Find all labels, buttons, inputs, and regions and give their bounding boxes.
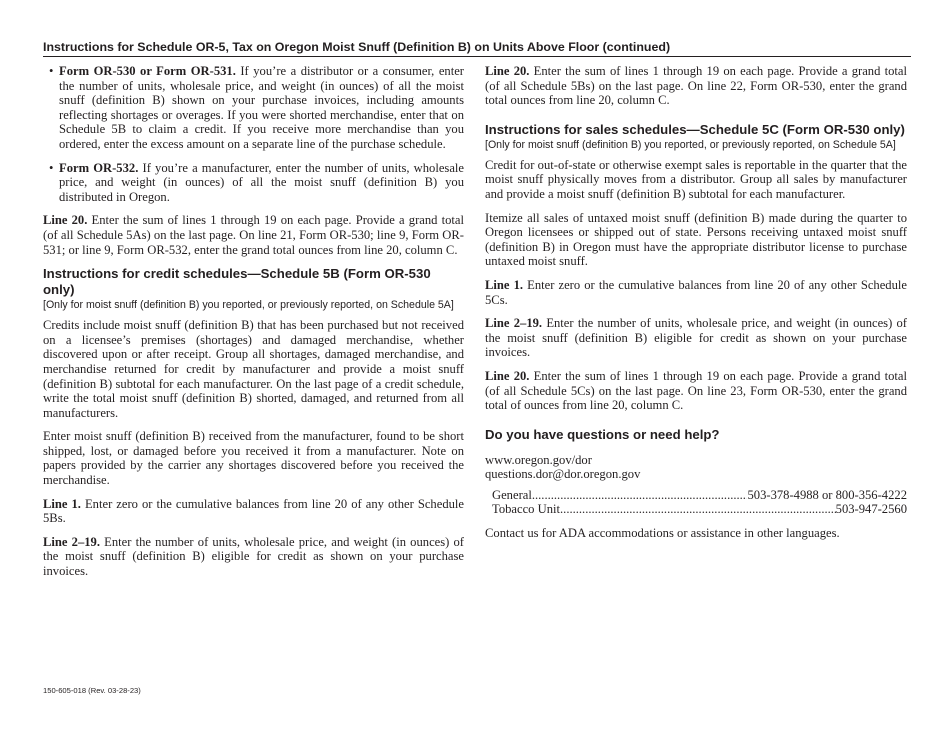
dot-leader bbox=[532, 488, 748, 503]
contact-row-general bbox=[492, 488, 907, 503]
bullet-form-or530-531 bbox=[43, 64, 464, 152]
sales-paragraph-2: Itemize all sales of untaxed moist snuff (definition B) made during the quarter to Oregon licensees or shipped out of state. Persons receiving untaxed moist snuff (definition B) in Oregon must have the appropriate distributor license to purchase untaxed moist snuff. bbox=[485, 210, 907, 269]
bullet-icon: • bbox=[49, 64, 54, 78]
sales-line20-paragraph bbox=[485, 369, 907, 413]
credit-paragraph-2: Enter moist snuff (definition B) received from the manufacturer, found to be short shipped, lost, or damaged before you received it from a manufacturer. Note on papers provided by the carrier any shortages discovered before you received the merchandise. bbox=[43, 429, 464, 488]
right-column bbox=[485, 64, 907, 550]
sales-paragraph-1: Credit for out-of-state or otherwise exempt sales is reportable in the quarter that the moist snuff physically moves from a distributor. Group all sales by manufacturer and provide a moist snuff (definition B) subtotal for each manufacturer. bbox=[485, 157, 907, 201]
bullet-text: If you’re a manufacturer, enter the number of units, wholesale price, and weight (in ounces) of all the moist snuff (definition B) you distributed in Oregon. bbox=[59, 160, 464, 204]
line-text: Enter the sum of lines 1 through 19 on each page. Provide a grand total (of all Schedule 5Bs) on the last page. On line 22, Form OR-530, enter the grand total ounces from line 20, column C. bbox=[485, 64, 907, 108]
email-link[interactable]: questions.dor@dor.oregon.gov bbox=[485, 467, 641, 482]
line-lead: Line 2–19. bbox=[43, 534, 100, 549]
credit-line1-paragraph bbox=[43, 497, 464, 526]
contact-row-tobacco-unit bbox=[492, 502, 907, 517]
credit-schedules-heading: Instructions for credit schedules—Schedule 5B (Form OR-530 only) bbox=[43, 266, 431, 298]
line-text: Enter the sum of lines 1 through 19 on each page. Provide a grand total (of all Schedule 5Cs) on the last page. On line 23, Form OR-530, enter the grand total of ounces from line 20, column C. bbox=[485, 368, 907, 413]
left-line20-paragraph bbox=[43, 213, 464, 257]
credit-paragraph-1: Credits include moist snuff (definition B) that has been purchased but not received on a licensee’s premises (shortages) and damaged merchandise, whether discovered upon or after receipt. Group all shortages, damaged merchandise, and merchandise returned for credit by manufacturer and provide a moist snuff (definition B) subtotal for each manufacturer. On the last page of a credit schedule, write the total moist snuff (definition B) shorted, damaged, and returned from all manufacturers. bbox=[43, 318, 464, 420]
bullet-lead: Form OR-530 or Form OR-531. bbox=[59, 64, 236, 78]
line-text: Enter zero or the cumulative balances from line 20 of any other Schedule 5Bs. bbox=[43, 496, 464, 526]
left-column bbox=[43, 64, 464, 588]
website-link[interactable]: www.oregon.gov/dor bbox=[485, 452, 592, 467]
bullet-text: If you’re a distributor or a consumer, enter the number of units, wholesale price, and weight (in ounces) of all the moist snuff (definition B) shown on your purchase invoices, including amounts reflecting shortages or overages. If you were shorted merchandise, enter that on Schedule 5B to claim a credit. If you receive more merchandise than you ordered, enter the excess amount on a separate line of the purchase schedule. bbox=[59, 64, 464, 151]
bullet-form-or532 bbox=[43, 161, 464, 205]
line-lead: Line 20. bbox=[43, 213, 88, 228]
line-text: Enter the sum of lines 1 through 19 on each page. Provide a grand total (of all Schedule 5As) on the last page. On line 21, Form OR-530; line 9, Form OR-531; or line 9, Form OR-532, enter the grand total ounces from line 20, column C. bbox=[43, 213, 464, 257]
contact-number[interactable]: 503-947-2560 bbox=[835, 502, 907, 517]
line-text: Enter zero or the cumulative balances from line 20 of any other Schedule 5Cs. bbox=[485, 277, 907, 307]
contact-number[interactable]: 503-378-4988 or 800-356-4222 bbox=[747, 487, 907, 502]
form-bullet-list bbox=[43, 64, 464, 204]
credit-line2-19-paragraph bbox=[43, 535, 464, 579]
line-text: Enter the number of units, wholesale price, and weight (in ounces) of the moist snuff (definition B) eligible for credit as shown on your purchase invoices. bbox=[43, 534, 464, 579]
credit-schedules-subheading: [Only for moist snuff (definition B) you reported, or previously reported, on Schedule 5A] bbox=[43, 299, 454, 312]
sales-schedules-subheading: [Only for moist snuff (definition B) you reported, or previously reported, on Schedule 5A] bbox=[485, 138, 896, 151]
page-title: Instructions for Schedule OR-5, Tax on Oregon Moist Snuff (Definition B) on Units Above Floor (continued) bbox=[43, 40, 911, 57]
line-lead: Line 20. bbox=[485, 368, 530, 383]
bullet-lead: Form OR-532. bbox=[59, 160, 139, 175]
sales-schedules-heading: Instructions for sales schedules—Schedule 5C (Form OR-530 only) bbox=[485, 121, 905, 137]
line-lead: Line 20. bbox=[485, 64, 530, 78]
contact-label: General bbox=[492, 487, 532, 502]
sales-line2-19-paragraph bbox=[485, 316, 907, 360]
line-text: Enter the number of units, wholesale price, and weight (in ounces) of the moist snuff (definition B) eligible for credit as shown on your purchase invoices. bbox=[485, 316, 907, 360]
line-lead: Line 1. bbox=[485, 277, 524, 292]
line-lead: Line 2–19. bbox=[485, 316, 543, 331]
right-line20-paragraph bbox=[485, 64, 907, 108]
help-heading: Do you have questions or need help? bbox=[485, 426, 720, 442]
ada-paragraph: Contact us for ADA accommodations or assistance in other languages. bbox=[485, 526, 840, 541]
dot-leader bbox=[560, 502, 836, 517]
bullet-icon: • bbox=[49, 160, 54, 175]
sales-line1-paragraph bbox=[485, 278, 907, 307]
contact-list bbox=[492, 488, 907, 517]
form-number-footer: 150-605-018 (Rev. 03-28-23) bbox=[43, 686, 141, 695]
contact-label: Tobacco Unit bbox=[492, 502, 561, 517]
line-lead: Line 1. bbox=[43, 496, 81, 511]
